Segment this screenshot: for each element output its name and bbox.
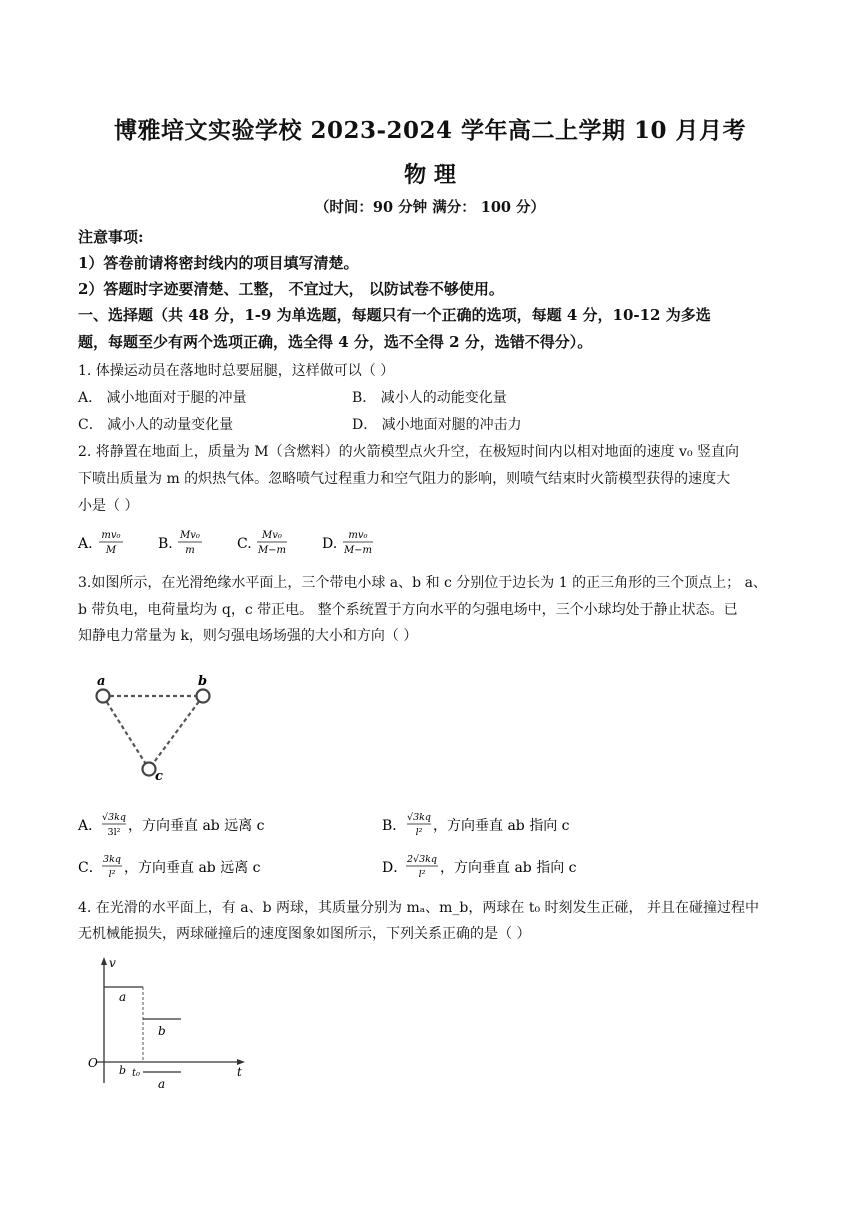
q2-option-c-den: M−m	[257, 545, 287, 556]
q3-label-a: a	[97, 674, 106, 689]
q2-option-b-num: Mv₀	[180, 530, 200, 541]
notice-item-2: 2）答题时字迹要清楚、工整， 不宜过大， 以防试卷不够使用。	[78, 280, 504, 298]
q3-option-c	[78, 854, 261, 880]
q4-velocity-graph	[85, 955, 265, 1095]
q4-label-b-mid: b	[158, 1024, 166, 1038]
q3-options	[78, 806, 698, 886]
q2-line-3: 小是（ ）	[78, 498, 139, 514]
q3-ball-a	[97, 690, 110, 703]
q2-option-b-letter: B.	[158, 536, 173, 552]
q2-option-d-num: mv₀	[348, 530, 368, 541]
q3-option-d-text: ，方向垂直 ab 指向 c	[440, 860, 577, 876]
q2-option-c	[237, 530, 287, 556]
q1-option-d: D． 减小地面对腿的冲击力	[352, 417, 522, 433]
q3-ball-c	[143, 763, 156, 776]
q3-line-3: 知静电力常量为 k，则匀强电场场强的大小和方向（ ）	[78, 628, 418, 644]
q3-option-b-den: l²	[415, 827, 423, 838]
q3-option-a	[77, 812, 265, 838]
q1-option-a: A． 减小地面对于腿的冲量	[78, 390, 247, 406]
q3-option-a-num: √3kq	[102, 812, 126, 823]
q4-axis-v-label: v	[109, 956, 116, 970]
q3-option-d	[382, 854, 577, 880]
q2-option-a-den: M	[105, 545, 117, 556]
q3-option-a-text: ，方向垂直 ab 远离 c	[128, 818, 265, 834]
q4-label-b-low: b	[119, 1064, 127, 1077]
q2-options	[78, 526, 398, 562]
q3-option-b-letter: B．	[382, 818, 407, 834]
q3-option-b-text: ，方向垂直 ab 指向 c	[433, 818, 570, 834]
q3-label-b: b	[198, 674, 208, 689]
q4-axis-t-label: t	[237, 1065, 242, 1079]
q3-label-c: c	[155, 769, 163, 784]
exam-subject: 物 理	[404, 162, 456, 188]
q3-option-c-num: 3kq	[103, 854, 121, 865]
q1-option-b: B． 减小人的动能变化量	[352, 390, 507, 406]
q2-option-a-letter: A.	[78, 536, 93, 552]
section-1-line-2: 题，每题至少有两个选项正确，选全得 4 分，选不全得 2 分，选错不得分）。	[78, 333, 593, 351]
q3-option-d-num: 2√3kq	[407, 854, 437, 865]
q3-option-c-den: l²	[108, 869, 116, 880]
q3-option-b	[382, 812, 570, 838]
q3-ball-b	[197, 690, 210, 703]
q2-option-b-den: m	[185, 545, 195, 556]
q4-line-2: 无机械能损失，两球碰撞后的速度图象如图所示，下列关系正确的是（ ）	[78, 926, 531, 942]
q2-option-d-letter: D.	[322, 536, 338, 552]
q3-line-2: b 带负电，电荷量均为 q，c 带正电。 整个系统置于方向水平的匀强电场中，三个小球均处于静止状态。已	[78, 602, 738, 618]
q2-option-d-den: M−m	[343, 545, 373, 556]
q3-edge-ac	[103, 696, 149, 769]
q1-option-c: C． 减小人的动量变化量	[78, 417, 234, 433]
q4-label-a-low: a	[158, 1077, 166, 1091]
q2-option-b	[158, 530, 202, 556]
q3-line-1: 3.如图所示，在光滑绝缘水平面上，三个带电小球 a、b 和 c 分别位于边长为 1 的正三角形的三个顶点上； a、	[78, 575, 767, 591]
q3-option-a-den: 3l²	[107, 827, 121, 838]
q2-line-1: 2. 将静置在地面上，质量为 M（含燃料）的火箭模型点火升空，在极短时间内以相对地面的速度 v₀ 竖直向	[78, 444, 740, 460]
q4-label-a-top: a	[119, 990, 127, 1004]
q4-origin-label: O	[88, 1056, 98, 1070]
section-1-line-1: 一、选择题（共 48 分，1-9 为单选题，每题只有一个正确的选项，每题 4 分，10-12 为多选	[78, 306, 711, 324]
q1-stem: 1. 体操运动员在落地时总要屈腿，这样做可以（ ）	[78, 363, 395, 379]
q2-option-a-num: mv₀	[101, 530, 121, 541]
exam-timing: （时间：90 分钟 满分： 100 分）	[314, 199, 546, 216]
q2-line-2: 下喷出质量为 m 的炽热气体。忽略喷气过程重力和空气阻力的影响，则喷气结束时火箭模型获得的速度大	[78, 471, 731, 487]
notice-heading: 注意事项:	[78, 228, 144, 246]
q2-option-d	[322, 530, 373, 556]
q2-option-c-letter: C.	[237, 536, 252, 552]
q3-option-d-letter: D．	[382, 860, 408, 876]
q3-option-a-letter: A．	[78, 818, 103, 834]
q2-option-c-num: Mv₀	[262, 530, 282, 541]
q3-triangle-figure	[85, 668, 245, 798]
q4-line-1: 4. 在光滑的水平面上，有 a、b 两球，其质量分别为 mₐ、m_b，两球在 t₀ 时刻发生正碰， 并且在碰撞过程中	[78, 900, 759, 916]
q3-option-c-text: ，方向垂直 ab 远离 c	[124, 860, 261, 876]
q3-option-c-letter: C．	[78, 860, 103, 876]
q3-option-b-num: √3kq	[407, 812, 431, 823]
exam-title: 博雅培文实验学校 2023-2024 学年高二上学期 10 月月考	[113, 117, 747, 144]
q3-edge-bc	[149, 696, 203, 769]
q4-label-t0: t₀	[132, 1068, 141, 1079]
notice-item-1: 1）答卷前请将密封线内的项目填写清楚。	[78, 254, 359, 272]
q3-option-d-den: l²	[418, 869, 426, 880]
q2-option-a	[77, 530, 123, 556]
